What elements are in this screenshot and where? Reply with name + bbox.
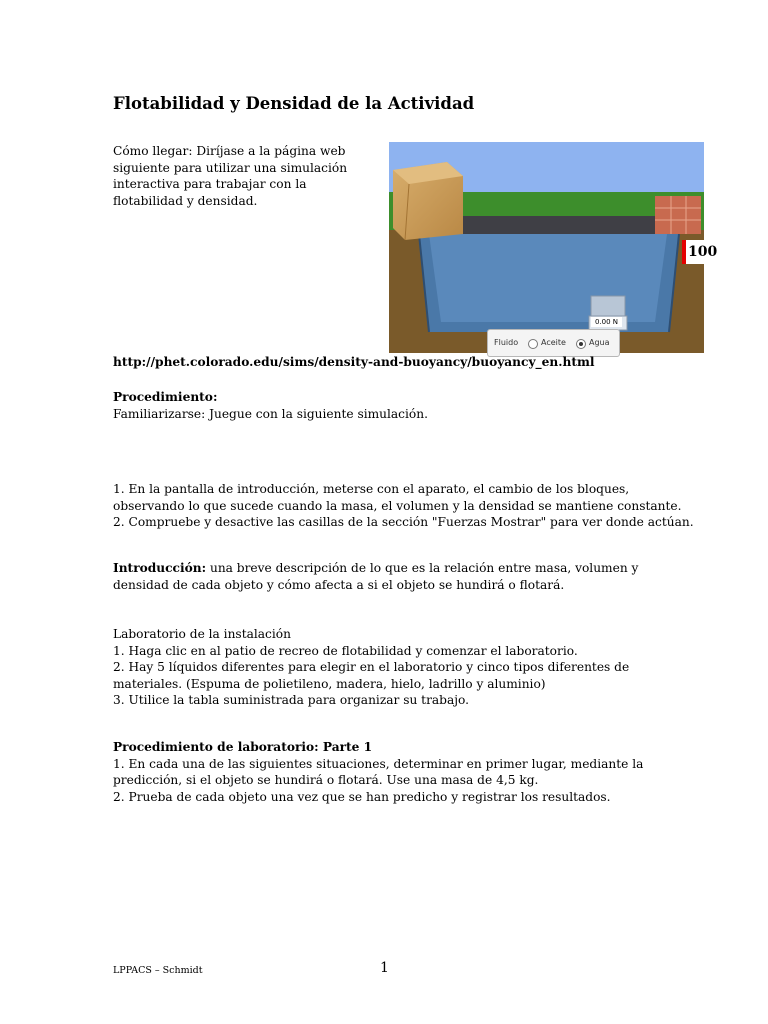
option-aceite: Aceite xyxy=(541,338,566,347)
footer-author: LPPACS – Schmidt xyxy=(113,965,203,976)
simulation-scene xyxy=(389,142,704,353)
how-to-text: Diríjase a la página web siguiente para utilizar una simulación interactiva para trabajar con la flotabilidad y densidad. xyxy=(113,144,348,208)
familiarize-text: Familiarizarse: Juegue con la siguiente simulación. xyxy=(113,406,428,421)
procedure-heading: Procedimiento: xyxy=(113,390,218,404)
lab-part1-section xyxy=(113,739,698,805)
introduction-label: Introducción: xyxy=(113,561,207,575)
procedure-section xyxy=(113,389,698,422)
mass-readout: 100 xyxy=(682,240,710,264)
simulation-figure xyxy=(389,142,704,353)
lab-part1-item-1: 1. En cada una de las siguientes situaciones, determinar en primer lugar, mediante la predicción, si el objeto se hundirá o flotará. Use una masa de 4,5 kg. xyxy=(113,756,644,788)
introduction-paragraph xyxy=(113,560,698,593)
lab-setup-item-3: 3. Utilice la tabla suministrada para organizar su trabajo. xyxy=(113,693,470,708)
lab-setup-item-2: 2. Hay 5 líquidos diferentes para elegir en el laboratorio y cinco tipos diferentes de materiales. (Espuma de polietileno, madera, hielo, ladrillo y aluminio) xyxy=(113,660,630,691)
fluid-panel xyxy=(487,329,620,357)
lab-part1-item-2: 2. Prueba de cada objeto una vez que se han predicho y registrar los resultados. xyxy=(113,789,611,804)
radio-aceite[interactable] xyxy=(528,339,538,349)
lab-setup-section xyxy=(113,626,698,709)
lab-setup-item-1: 1. Haga clic en al patio de recreo de flotabilidad y comenzar el laboratorio. xyxy=(113,643,578,658)
page-title: Flotabilidad y Densidad de la Actividad xyxy=(113,94,475,113)
fluid-label: Fluido xyxy=(494,338,519,347)
radio-agua[interactable] xyxy=(576,339,586,349)
page-number: 1 xyxy=(380,960,389,976)
lab-setup-heading: Laboratorio de la instalación xyxy=(113,627,291,641)
brick-block xyxy=(655,196,701,234)
simulation-url: http://phet.colorado.edu/sims/density-and-buoyancy/buoyancy_en.html xyxy=(113,355,595,369)
intro-steps xyxy=(113,481,698,531)
how-to-label: Cómo llegar: xyxy=(113,144,193,158)
scale-reading: 0.00 N xyxy=(591,317,622,327)
introduction-text: una breve descripción de lo que es la relación entre masa, volumen y densidad de cada objeto y cómo afecta a si el objeto se hundirá o flotará. xyxy=(113,561,639,592)
scale xyxy=(591,296,625,316)
intro-step-2: 2. Compruebe y desactive las casillas de la sección "Fuerzas Mostrar" para ver donde actúan. xyxy=(113,515,694,530)
option-agua: Agua xyxy=(589,338,610,347)
intro-step-1: 1. En la pantalla de introducción, meterse con el aparato, el cambio de los bloques, observando lo que sucede cuando la masa, el volumen y la densidad se mantiene constante. xyxy=(113,482,682,513)
how-to-paragraph xyxy=(113,143,375,209)
lab-part1-heading: Procedimiento de laboratorio: Parte 1 xyxy=(113,740,373,754)
